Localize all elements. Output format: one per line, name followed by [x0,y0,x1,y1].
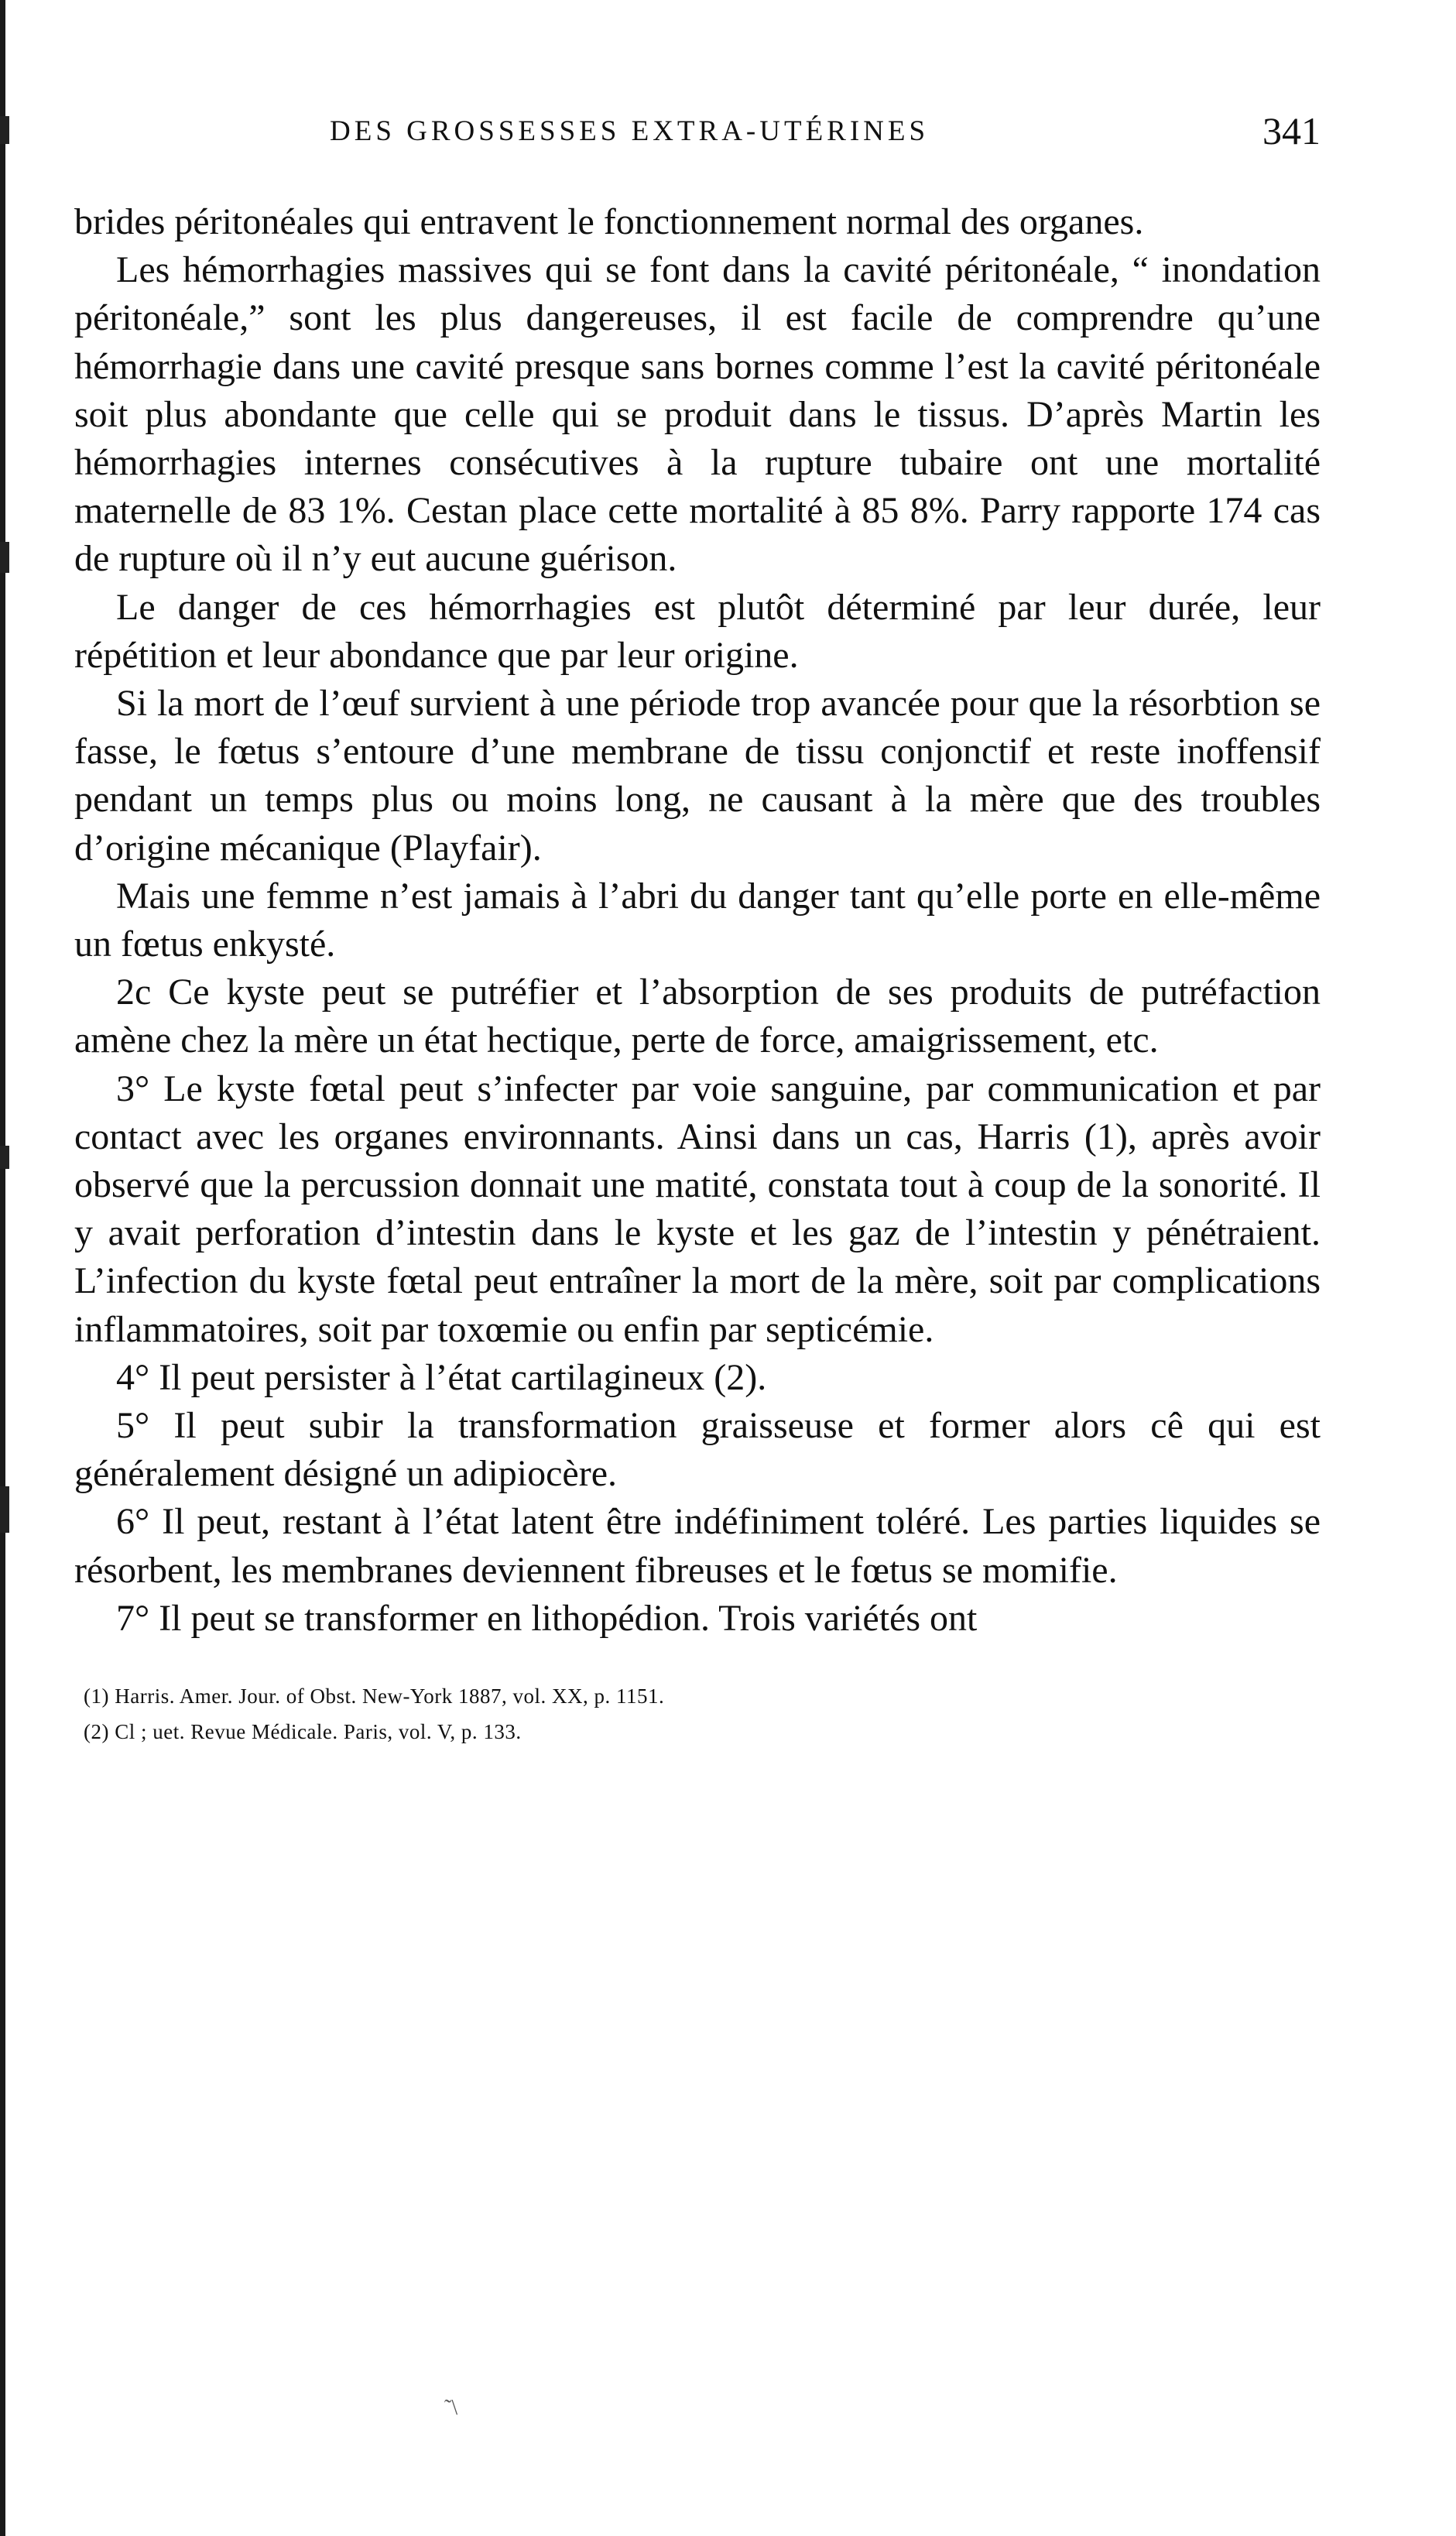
book-page [74,0,1321,2536]
paragraph: 6° Il peut, restant à l’état latent être indéfiniment toléré. Les parties liquides se résorbent, les membranes deviennent fibreuses et le fœtus se momifie. [74,1501,1321,1591]
paragraph: Le danger de ces hémorrhagies est plutôt déterminé par leur durée, leur répétition et leur abondance que par leur origine. [74,586,1321,676]
paragraph: Si la mort de l’œuf survient à une période trop avancée pour que la résorbtion se fasse, le fœtus s’entoure d’une membrane de tissu conjonctif et reste inoffensif pendant un temps plus ou moins long, ne causant à la mère que des troubles d’origine mécanique (Playfair). [74,683,1321,869]
stray-ink-mark: ˜\ [444,2396,458,2420]
paragraph: Mais une femme n’est jamais à l’abri du danger tant qu’elle porte en elle-même un fœtus enkysté. [74,875,1321,965]
page-number: 341 [1262,109,1321,153]
footnotes [74,1678,1321,1749]
paragraph: brides péritonéales qui entravent le fonctionnement normal des organes. [74,201,1144,242]
edge-mark [0,1486,9,1533]
paragraph: 3° Le kyste fœtal peut s’infecter par voie sanguine, par communication et par contact avec les organes environnants. Ainsi dans un cas, Harris (1), après avoir observé que la percussion donnait une matité, constata tout à coup de la sonorité. Il y avait perforation d’intestin dans le kyste et les gaz de l’intestin y pénétraient. L’infection du kyste fœtal peut entraîner la mort de la mère, soit par complications inflammatoires, soit par toxœmie ou enfin par septicémie. [74,1068,1321,1350]
edge-mark [0,116,9,144]
paragraph: 4° Il peut persister à l’état cartilagineux (2). [116,1356,767,1398]
body-text [74,198,1321,1643]
paragraph: Les hémorrhagies massives qui se font dans la cavité péritonéale, “ inondation péritonéale,” sont les plus dangereuses, il est facile de comprendre qu’une hémorrhagie dans une cavité presque sans bornes comme l’est la cavité péritonéale soit plus abondante que celle qui se produit dans le tissus. D’après Martin les hémorrhagies internes consécutives à la rupture tubaire ont une mortalité maternelle de 83 1%. Cestan place cette mortalité à 85 8%. Parry rapporte 174 cas de rupture où il n’y eut aucune guérison. [74,249,1321,580]
paragraph: 2c Ce kyste peut se putréfier et l’absorption de ses produits de putréfaction amène chez la mère un état hectique, perte de force, amaigrissement, etc. [74,972,1321,1061]
paragraph: 5° Il peut subir la transformation graisseuse et former alors cê qui est généralement désigné un adipiocère. [74,1405,1321,1495]
footnote: (1) Harris. Amer. Jour. of Obst. New-York 1887, vol. XX, p. 1151. [84,1684,665,1708]
paragraph: 7° Il peut se transformer en lithopédion. Trois variétés ont [116,1597,978,1639]
page-binding-edge [0,0,5,2536]
edge-mark [0,1146,9,1169]
running-title: DES GROSSESSES EXTRA-UTÉRINES [330,115,930,147]
footnote: (2) Cl ; uet. Revue Médicale. Paris, vol. V, p. 133. [84,1720,522,1743]
running-head [74,108,1321,163]
edge-mark [0,542,9,573]
